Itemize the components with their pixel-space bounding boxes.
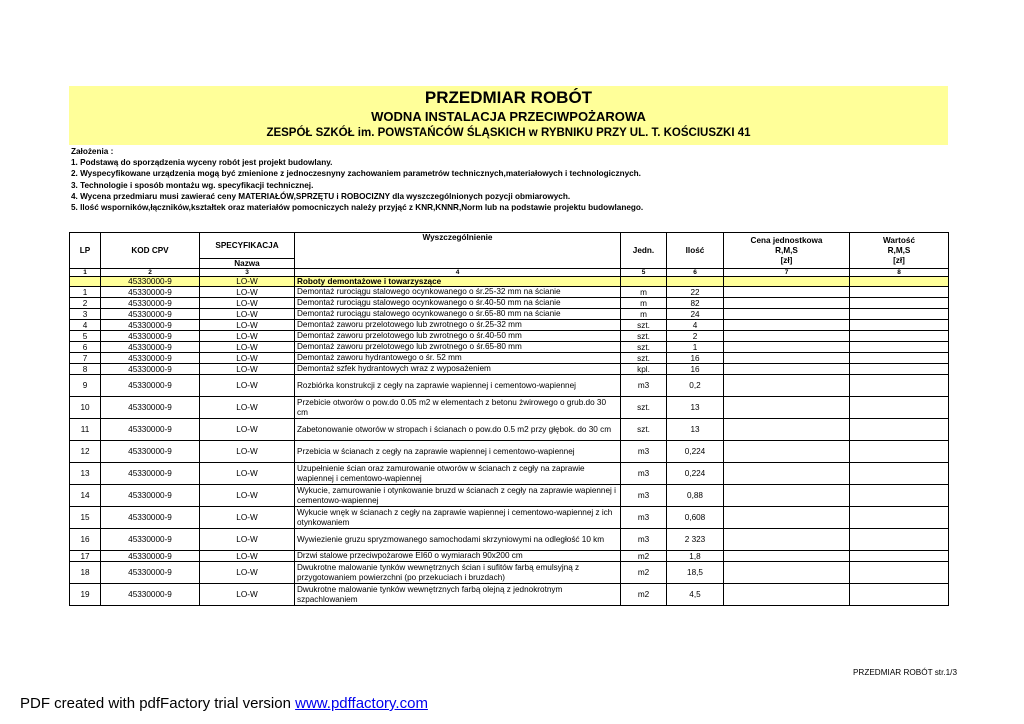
row-jedn: m2 [621, 562, 667, 584]
row-description: Wywiezienie gruzu spryzmowanego samochodami skrzyniowymi na odległość 10 km [295, 529, 621, 551]
row-kod: 45330000-9 [101, 485, 200, 507]
header-wartosc [850, 233, 949, 269]
row-kod: 45330000-9 [101, 529, 200, 551]
row-ilosc: 2 323 [667, 529, 724, 551]
row-wartosc [850, 507, 949, 529]
column-number: 4 [295, 269, 621, 277]
table-row [70, 507, 949, 529]
row-wartosc [850, 562, 949, 584]
row-wartosc [850, 485, 949, 507]
row-lp: 4 [70, 320, 101, 331]
row-spec: LO-W [200, 419, 295, 441]
section-cena [724, 277, 850, 287]
row-spec: LO-W [200, 529, 295, 551]
row-spec: LO-W [200, 331, 295, 342]
row-jedn: m [621, 298, 667, 309]
row-description: Demontaż zaworu przelotowego lub zwrotnego o śr.65-80 mm [295, 342, 621, 353]
row-wartosc [850, 419, 949, 441]
row-jedn: m2 [621, 551, 667, 562]
row-cena [724, 331, 850, 342]
row-kod: 45330000-9 [101, 507, 200, 529]
row-jedn: m3 [621, 485, 667, 507]
row-ilosc: 16 [667, 364, 724, 375]
header-nazwa: Nazwa [200, 259, 295, 269]
row-wartosc [850, 342, 949, 353]
row-ilosc: 2 [667, 331, 724, 342]
row-cena [724, 419, 850, 441]
row-jedn: m [621, 309, 667, 320]
row-lp: 18 [70, 562, 101, 584]
table-row [70, 584, 949, 606]
row-cena [724, 309, 850, 320]
row-lp: 16 [70, 529, 101, 551]
row-kod: 45330000-9 [101, 364, 200, 375]
row-ilosc: 0,2 [667, 375, 724, 397]
row-kod: 45330000-9 [101, 562, 200, 584]
row-spec: LO-W [200, 320, 295, 331]
header-wartosc-line1: Wartość [883, 235, 915, 245]
row-lp: 9 [70, 375, 101, 397]
table-row [70, 441, 949, 463]
row-kod: 45330000-9 [101, 320, 200, 331]
row-spec: LO-W [200, 584, 295, 606]
header-cena-jednostkowa [724, 233, 850, 269]
row-spec: LO-W [200, 353, 295, 364]
row-spec: LO-W [200, 507, 295, 529]
row-lp: 5 [70, 331, 101, 342]
column-number: 5 [621, 269, 667, 277]
row-wartosc [850, 375, 949, 397]
row-description: Demontaż zaworu hydrantowego o śr. 52 mm [295, 353, 621, 364]
row-ilosc: 22 [667, 287, 724, 298]
row-kod: 45330000-9 [101, 441, 200, 463]
row-description: Demontaż zaworu przelotowego lub zwrotnego o śr.40-50 mm [295, 331, 621, 342]
row-kod: 45330000-9 [101, 463, 200, 485]
row-kod: 45330000-9 [101, 551, 200, 562]
row-kod: 45330000-9 [101, 287, 200, 298]
row-spec: LO-W [200, 298, 295, 309]
row-cena [724, 353, 850, 364]
notes-heading: Założenia : [71, 147, 114, 156]
row-jedn: szt. [621, 419, 667, 441]
table-row [70, 562, 949, 584]
row-cena [724, 485, 850, 507]
row-wartosc [850, 529, 949, 551]
row-jedn: szt. [621, 397, 667, 419]
pdf-watermark [20, 695, 428, 712]
row-kod: 45330000-9 [101, 375, 200, 397]
row-kod: 45330000-9 [101, 584, 200, 606]
table-row [70, 364, 949, 375]
row-lp: 8 [70, 364, 101, 375]
row-kod: 45330000-9 [101, 397, 200, 419]
table-row [70, 309, 949, 320]
row-description: Uzupełnienie ścian oraz zamurowanie otworów w ścianach z cegły na zaprawie wapiennej i cementowo-wapiennej [295, 463, 621, 485]
assumptions-notes [71, 146, 643, 213]
row-kod: 45330000-9 [101, 353, 200, 364]
note-item: 3. Technologie i sposób montażu wg. specyfikacji technicznej. [71, 180, 314, 190]
row-jedn: m3 [621, 463, 667, 485]
row-ilosc: 4,5 [667, 584, 724, 606]
table-row [70, 287, 949, 298]
row-description: Drzwi stalowe przeciwpożarowe EI60 o wymiarach 90x200 cm [295, 551, 621, 562]
row-kod: 45330000-9 [101, 331, 200, 342]
column-number: 6 [667, 269, 724, 277]
row-spec: LO-W [200, 441, 295, 463]
section-wartosc [850, 277, 949, 287]
section-title: Roboty demontażowe i towarzyszące [295, 277, 621, 287]
row-wartosc [850, 353, 949, 364]
table-row [70, 397, 949, 419]
column-number: 3 [200, 269, 295, 277]
row-description: Demontaż rurociągu stalowego ocynkowanego o śr.25-32 mm na ścianie [295, 287, 621, 298]
row-spec: LO-W [200, 309, 295, 320]
row-cena [724, 441, 850, 463]
row-jedn: m3 [621, 441, 667, 463]
row-lp: 15 [70, 507, 101, 529]
row-jedn: szt. [621, 353, 667, 364]
row-ilosc: 13 [667, 419, 724, 441]
row-lp: 2 [70, 298, 101, 309]
row-jedn: szt. [621, 342, 667, 353]
header-specyfikacja: SPECYFIKACJA [200, 233, 295, 259]
row-jedn: m [621, 287, 667, 298]
section-kod: 45330000-9 [101, 277, 200, 287]
section-spec: LO-W [200, 277, 295, 287]
note-item: 4. Wycena przedmiaru musi zawierać ceny MATERIAŁÓW,SPRZĘTU i ROBOCIZNY dla wyszczególnionych pozycji obmiarowych. [71, 191, 571, 201]
row-description: Dwukrotne malowanie tynków wewnętrznych ścian i sufitów farbą emulsyjną z przygotowaniem powierzchni (po przekuciach i bruzdach) [295, 562, 621, 584]
row-wartosc [850, 551, 949, 562]
row-lp: 11 [70, 419, 101, 441]
table-row [70, 529, 949, 551]
row-description: Wykucie, zamurowanie i otynkowanie bruzd w ścianach z cegły na zaprawie wapiennej i cementowo-wapiennej [295, 485, 621, 507]
row-ilosc: 0,224 [667, 441, 724, 463]
row-ilosc: 0,224 [667, 463, 724, 485]
row-cena [724, 463, 850, 485]
row-wartosc [850, 397, 949, 419]
row-lp: 12 [70, 441, 101, 463]
row-kod: 45330000-9 [101, 298, 200, 309]
row-spec: LO-W [200, 485, 295, 507]
row-lp: 6 [70, 342, 101, 353]
row-cena [724, 287, 850, 298]
row-kod: 45330000-9 [101, 419, 200, 441]
row-description: Przebicie otworów o pow.do 0.05 m2 w elementach z betonu żwirowego o grub.do 30 cm [295, 397, 621, 419]
header-wartosc-line2: R,M,S [887, 245, 911, 255]
row-description: Demontaż rurociągu stalowego ocynkowanego o śr.65-80 mm na ścianie [295, 309, 621, 320]
row-cena [724, 397, 850, 419]
row-wartosc [850, 441, 949, 463]
header-cena-line1: Cena jednostkowa [750, 235, 823, 245]
row-cena [724, 584, 850, 606]
row-jedn: m3 [621, 529, 667, 551]
table-row [70, 331, 949, 342]
row-lp: 19 [70, 584, 101, 606]
row-spec: LO-W [200, 375, 295, 397]
table-row [70, 485, 949, 507]
header-jedn: Jedn. [621, 233, 667, 269]
note-item: 2. Wyspecyfikowane urządzenia mogą być zmienione z jednoczesnyny zachowaniem parametrów technicznych,materiałowych i technologicznych. [71, 169, 641, 179]
row-lp: 3 [70, 309, 101, 320]
row-wartosc [850, 584, 949, 606]
row-kod: 45330000-9 [101, 342, 200, 353]
table-row [70, 298, 949, 309]
row-description: Zabetonowanie otworów w stropach i ścianach o pow.do 0.5 m2 przy głębok. do 30 cm [295, 419, 621, 441]
row-wartosc [850, 287, 949, 298]
table-row [70, 320, 949, 331]
cost-estimate-table [69, 232, 949, 606]
table-row [70, 551, 949, 562]
table-row [70, 419, 949, 441]
row-lp: 10 [70, 397, 101, 419]
table-row [70, 353, 949, 364]
row-wartosc [850, 364, 949, 375]
document-subtitle: WODNA INSTALACJA PRZECIWPOŻAROWA [371, 109, 646, 124]
row-lp: 14 [70, 485, 101, 507]
row-spec: LO-W [200, 463, 295, 485]
row-cena [724, 562, 850, 584]
row-description: Demontaż szfek hydrantowych wraz z wyposażeniem [295, 364, 621, 375]
header-lp: LP [70, 233, 101, 269]
section-row [70, 277, 949, 287]
row-ilosc: 0,88 [667, 485, 724, 507]
row-jedn: m3 [621, 375, 667, 397]
row-wartosc [850, 309, 949, 320]
row-lp: 13 [70, 463, 101, 485]
section-jedn [621, 277, 667, 287]
header-kod-cpv: KOD CPV [101, 233, 200, 269]
note-item: 5. Ilość wsporników,łączników,kształtek oraz materiałów pomocniczych należy przyjąć z KNR,KNNR,Norm lub na podstawie projektu budowlanego. [71, 203, 644, 213]
column-number: 8 [850, 269, 949, 277]
row-spec: LO-W [200, 364, 295, 375]
note-item: 1. Podstawą do sporządzenia wyceny robót jest projekt budowlany. [71, 158, 333, 168]
header-cena-line2: R,M,S [775, 245, 798, 255]
row-description: Dwukrotne malowanie tynków wewnętrznych farbą olejną z jednokrotnym szpachlowaniem [295, 584, 621, 606]
row-jedn: szt. [621, 320, 667, 331]
section-lp [70, 277, 101, 287]
document-title: PRZEDMIAR ROBÓT [424, 88, 593, 107]
row-cena [724, 342, 850, 353]
row-cena [724, 364, 850, 375]
row-spec: LO-W [200, 551, 295, 562]
section-ilosc [667, 277, 724, 287]
row-jedn: kpl. [621, 364, 667, 375]
row-jedn: m2 [621, 584, 667, 606]
row-jedn: szt. [621, 331, 667, 342]
row-wartosc [850, 298, 949, 309]
row-lp: 7 [70, 353, 101, 364]
header-ilosc: Ilość [667, 233, 724, 269]
header-wartosc-line3: [zł] [893, 255, 905, 265]
row-ilosc: 0,608 [667, 507, 724, 529]
header-wyszczegolnienie: Wyszczególnienie [295, 233, 621, 269]
table-row [70, 375, 949, 397]
column-number: 2 [101, 269, 200, 277]
row-ilosc: 1,8 [667, 551, 724, 562]
row-cena [724, 551, 850, 562]
column-number: 1 [70, 269, 101, 277]
row-wartosc [850, 331, 949, 342]
row-wartosc [850, 320, 949, 331]
row-cena [724, 375, 850, 397]
row-lp: 1 [70, 287, 101, 298]
row-ilosc: 16 [667, 353, 724, 364]
table-row [70, 463, 949, 485]
row-cena [724, 507, 850, 529]
row-lp: 17 [70, 551, 101, 562]
header-cena-line3: [zł] [780, 255, 793, 265]
row-wartosc [850, 463, 949, 485]
row-ilosc: 1 [667, 342, 724, 353]
row-ilosc: 82 [667, 298, 724, 309]
row-cena [724, 298, 850, 309]
row-cena [724, 320, 850, 331]
row-description: Przebicia w ścianach z cegły na zaprawie wapiennej i cementowo-wapiennej [295, 441, 621, 463]
row-jedn: m3 [621, 507, 667, 529]
row-cena [724, 529, 850, 551]
row-ilosc: 4 [667, 320, 724, 331]
row-spec: LO-W [200, 287, 295, 298]
row-ilosc: 18,5 [667, 562, 724, 584]
document-header [69, 86, 948, 145]
column-number: 7 [724, 269, 850, 277]
row-description: Rozbiórka konstrukcji z cegły na zaprawie wapiennej i cementowo-wapiennej [295, 375, 621, 397]
row-description: Wykucie wnęk w ścianach z cegły na zaprawie wapiennej i cementowo-wapiennej z ich otynkowaniem [295, 507, 621, 529]
pdf-watermark-text: PDF created with pdfFactory trial version [20, 695, 296, 712]
document-location: ZESPÓŁ SZKÓŁ im. POWSTAŃCÓW ŚLĄSKICH w RYBNIKU PRZY UL. T. KOŚCIUSZKI 41 [266, 127, 751, 139]
row-spec: LO-W [200, 342, 295, 353]
row-kod: 45330000-9 [101, 309, 200, 320]
row-description: Demontaż rurociągu stalowego ocynkowanego o śr.40-50 mm na ścianie [295, 298, 621, 309]
row-spec: LO-W [200, 397, 295, 419]
row-spec: LO-W [200, 562, 295, 584]
column-number-row [70, 269, 949, 277]
page-number: PRZEDMIAR ROBÓT str.1/3 [852, 668, 957, 677]
row-description: Demontaż zaworu przelotowego lub zwrotnego o śr.25-32 mm [295, 320, 621, 331]
pdffactory-link[interactable]: www.pdffactory.com [295, 695, 428, 712]
table-row [70, 342, 949, 353]
row-ilosc: 13 [667, 397, 724, 419]
row-ilosc: 24 [667, 309, 724, 320]
